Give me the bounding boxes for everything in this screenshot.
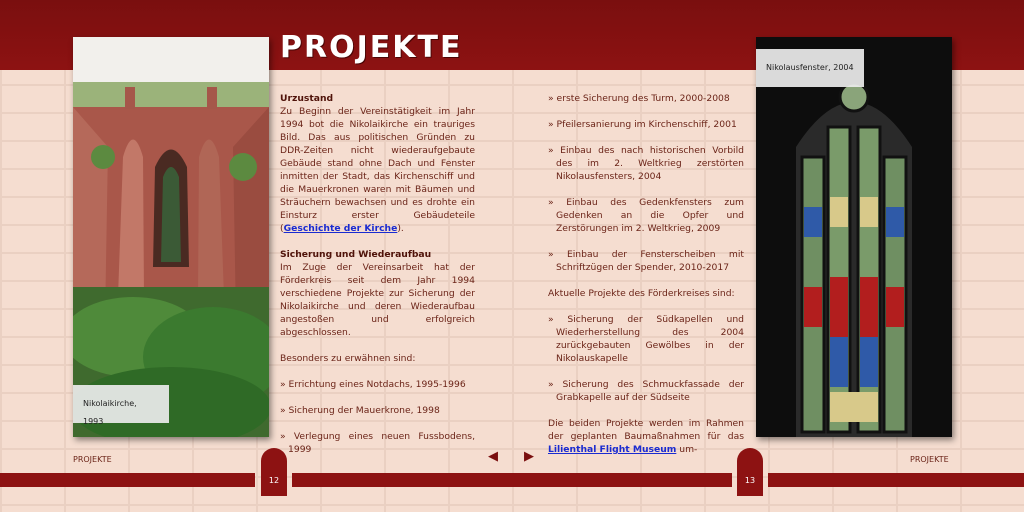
besonders-text: Besonders zu erwähnen sind: [280, 353, 416, 364]
page-number-right: 13 [737, 448, 763, 496]
urzustand-text: Zu Beginn der Vereinstätigkeit im Jahr 1994 bot die Nikolaikirche ein trauriges Bild. Das aus politischen Gründen zu DDR-Zeiten nicht wiederaufgebaute Gebäude stand ohne Dach und Fenster inmitten der Stadt, das Kirchenschiff und die Mauerkronen waren mit Bäumen und Sträuchern bewachsen und es drohte ein Einsturz erster Gebäudeteile ( [280, 106, 475, 234]
footer-section-label-right: PROJEKTE [910, 455, 949, 464]
footer-band-left [0, 473, 255, 487]
middle-text-column [280, 92, 475, 469]
footer-section-label-left: PROJEKTE [73, 455, 112, 464]
next-page-icon[interactable]: ▶ [524, 449, 534, 464]
list-item: » Sicherung des Schmuckfassade der Grabkapelle auf der Südseite [548, 379, 744, 403]
list-item: » Errichtung eines Notdachs, 1995-1996 [280, 379, 466, 390]
urzustand-paragraph [280, 92, 475, 235]
closing-text: Die beiden Projekte werden im Rahmen der geplanten Baumaßnahmen für das [548, 418, 744, 442]
list-item: » erste Sicherung des Turm, 2000-2008 [548, 93, 730, 104]
sicherung-text: Im Zuge der Vereinsarbeit hat der Förderkreis seit dem Jahr 1994 verschiedene Projekte zur Sicherung der Nikolaikirche und deren Wiederaufbau angestoßen und erfolgreich abgeschlossen. [280, 262, 475, 338]
list-item: » Sicherung der Südkapellen und Wiederherstellung des 2004 zurückgebauten Gewölbes in der Nikolauskapelle [548, 314, 744, 364]
closing-paragraph [548, 417, 744, 456]
list-item: » Verlegung eines neuen Fussbodens, 1999 [280, 431, 475, 455]
stained-glass-image [756, 37, 952, 437]
right-photo-caption: Nikolausfenster, 2004 [756, 49, 864, 87]
urzustand-heading: Urzustand [280, 93, 334, 104]
list-item: » Einbau des Gedenkfensters zum Gedenken an die Opfer und Zerstörungen im 2. Weltkrieg, 2009 [548, 197, 744, 234]
stained-glass-photo [756, 37, 952, 437]
history-link[interactable]: Geschichte der Kirche [283, 223, 398, 234]
closing-end: um- [676, 444, 698, 455]
footer-band-right [768, 473, 1024, 487]
sicherung-paragraph [280, 248, 475, 339]
list-item: » Einbau des nach historischen Vorbild des im 2. Weltkrieg zerstörten Nikolausfensters, 2004 [548, 145, 744, 182]
museum-link[interactable]: Lilienthal Flight Museum [548, 444, 677, 455]
list-item: » Sicherung der Mauerkrone, 1998 [280, 405, 440, 416]
ruined-church-photo [73, 37, 269, 437]
urzustand-end: ). [397, 223, 404, 234]
footer-band-middle [292, 473, 732, 487]
ruined-church-image [73, 37, 269, 437]
sicherung-heading: Sicherung und Wiederaufbau [280, 249, 432, 260]
page-title: PROJEKTE [280, 30, 463, 65]
prev-page-icon[interactable]: ◀ [488, 449, 498, 464]
aktuelle-text: Aktuelle Projekte des Förderkreises sind: [548, 288, 735, 299]
list-item: » Pfeilersanierung im Kirchenschiff, 2001 [548, 119, 737, 130]
left-photo-caption: Nikolaikirche, 1993 [73, 385, 169, 423]
page-number-left: 12 [261, 448, 287, 496]
right-text-column [548, 92, 744, 469]
list-item: » Einbau der Fensterscheiben mit Schriftzügen der Spender, 2010-2017 [548, 249, 744, 273]
